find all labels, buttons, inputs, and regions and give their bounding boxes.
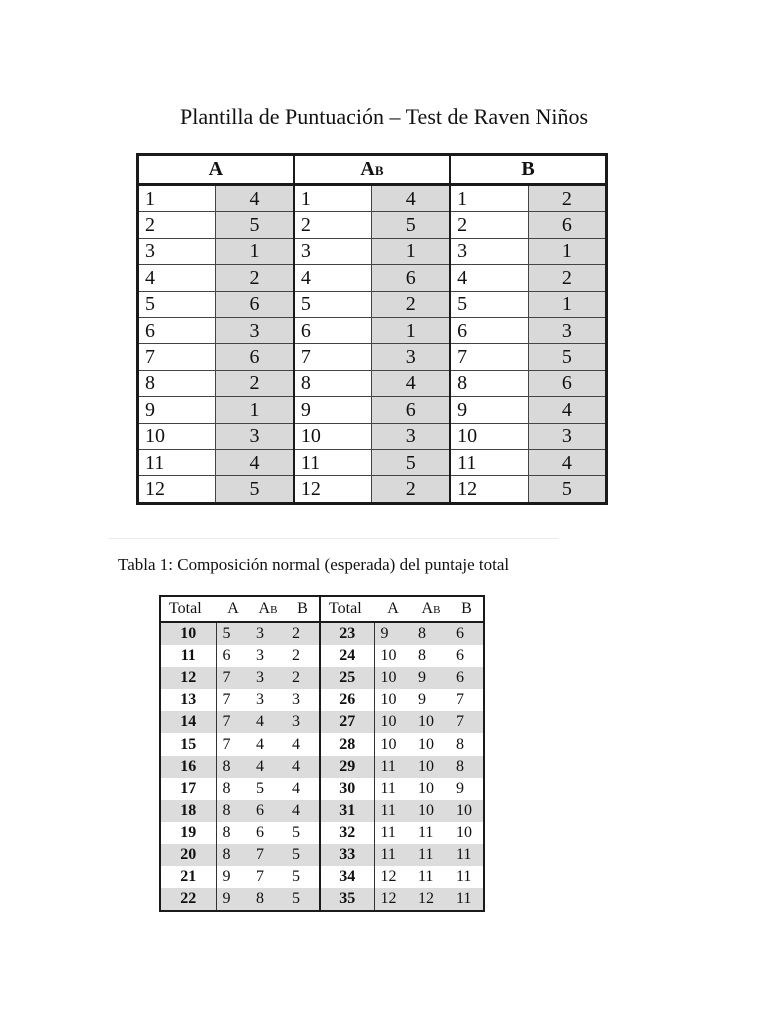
score-cell: 11 <box>456 868 472 886</box>
score-cell: 10 <box>456 823 472 841</box>
score-cell: 9 <box>216 888 250 911</box>
item-number-cell: 4 <box>138 265 216 291</box>
answer-cell: 1 <box>216 238 294 264</box>
answer-cell: 6 <box>216 344 294 370</box>
score-cell: 8 <box>216 756 250 778</box>
total-cell: 28 <box>320 733 374 755</box>
score-cell: 5 <box>286 844 320 866</box>
score-cell: 3 <box>256 647 264 665</box>
composition-row <box>160 711 484 733</box>
divider <box>108 538 558 539</box>
score-cell: 4 <box>286 778 320 800</box>
score-cell: 6 <box>456 647 464 665</box>
answer-cell: 6 <box>372 397 450 423</box>
composition-row <box>160 844 484 866</box>
score-cell: 2 <box>286 667 320 689</box>
score-cell: 7 <box>250 844 286 866</box>
total-cell: 26 <box>320 689 374 711</box>
score-cell: 11 <box>374 756 412 778</box>
score-cell: 10 <box>380 735 397 753</box>
key-row <box>138 397 607 423</box>
item-number-cell: 9 <box>450 397 528 423</box>
score-cell: 11 <box>380 779 396 797</box>
item-number-cell: 1 <box>450 185 528 212</box>
score-cell: 3 <box>250 622 286 645</box>
item-number-cell: 9 <box>294 397 372 423</box>
score-cell: 5 <box>286 888 320 911</box>
item-number-cell: 8 <box>450 370 528 396</box>
item-number-cell: 3 <box>450 238 528 264</box>
score-cell: 9 <box>456 779 464 797</box>
answer-cell: 3 <box>372 344 450 370</box>
answer-cell: 6 <box>372 265 450 291</box>
score-cell: 7 <box>256 868 264 886</box>
key-row <box>138 265 607 291</box>
item-number-cell: 9 <box>138 397 216 423</box>
score-cell: 6 <box>256 823 264 841</box>
score-cell: 7 <box>450 711 484 733</box>
total-cell: 30 <box>320 778 374 800</box>
total-cell: 33 <box>320 844 374 866</box>
item-number-cell: 8 <box>138 370 216 396</box>
score-cell: 6 <box>450 667 484 689</box>
total-cell: 35 <box>320 888 374 911</box>
item-number-cell: 4 <box>294 265 372 291</box>
score-cell: 6 <box>222 647 231 665</box>
answer-cell: 2 <box>216 370 294 396</box>
key-row <box>138 476 607 503</box>
score-cell: 8 <box>222 779 231 797</box>
composition-header-cell: A <box>374 596 412 622</box>
item-number-cell: 3 <box>138 238 216 264</box>
total-cell: 29 <box>320 756 374 778</box>
score-cell: 10 <box>380 647 397 665</box>
score-cell: 5 <box>216 622 250 645</box>
score-cell: 11 <box>380 823 396 841</box>
score-cell: 10 <box>374 711 412 733</box>
answer-cell: 1 <box>372 238 450 264</box>
total-cell: 18 <box>160 800 216 822</box>
answer-cell: 5 <box>216 212 294 238</box>
page-title: Plantilla de Puntuación – Test de Raven Niños <box>179 104 589 129</box>
score-cell: 4 <box>286 800 320 822</box>
score-cell: 8 <box>412 622 450 645</box>
composition-row <box>160 822 484 844</box>
score-cell: 8 <box>216 844 250 866</box>
answer-cell: 5 <box>528 344 606 370</box>
score-cell: 8 <box>418 647 426 665</box>
answer-cell: 3 <box>528 317 606 343</box>
score-cell: 8 <box>250 888 286 911</box>
total-cell: 24 <box>320 645 374 667</box>
key-row <box>138 291 607 317</box>
item-number-cell: 11 <box>294 449 372 475</box>
item-number-cell: 7 <box>138 344 216 370</box>
score-cell: 6 <box>250 800 286 822</box>
score-cell: 8 <box>216 800 250 822</box>
composition-header-cell: AB <box>250 596 286 622</box>
score-cell: 3 <box>250 667 286 689</box>
key-row <box>138 238 607 264</box>
score-cell: 11 <box>374 800 412 822</box>
composition-header-cell: A <box>216 596 250 622</box>
composition-row <box>160 667 484 689</box>
total-cell: 27 <box>320 711 374 733</box>
score-cell: 9 <box>222 868 231 886</box>
key-row <box>138 370 607 396</box>
key-row <box>138 449 607 475</box>
item-number-cell: 5 <box>138 291 216 317</box>
composition-row <box>160 888 484 911</box>
total-cell: 22 <box>160 888 216 911</box>
total-cell: 32 <box>320 822 374 844</box>
score-cell: 8 <box>456 735 464 753</box>
composition-header-cell: B <box>286 596 320 622</box>
score-cell: 11 <box>418 868 434 886</box>
composition-row <box>160 778 484 800</box>
score-cell: 10 <box>412 711 450 733</box>
score-cell: 12 <box>380 868 397 886</box>
score-cell: 8 <box>450 756 484 778</box>
score-cell: 5 <box>256 779 264 797</box>
score-cell: 7 <box>222 735 231 753</box>
total-cell: 15 <box>160 733 216 755</box>
answer-cell: 5 <box>528 476 606 503</box>
total-cell: 19 <box>160 822 216 844</box>
key-row <box>138 185 607 212</box>
item-number-cell: 12 <box>294 476 372 503</box>
item-number-cell: 7 <box>450 344 528 370</box>
score-cell: 12 <box>374 888 412 911</box>
score-cell: 10 <box>412 800 450 822</box>
total-cell: 12 <box>160 667 216 689</box>
item-number-cell: 5 <box>294 291 372 317</box>
score-cell: 11 <box>412 844 450 866</box>
answer-cell: 4 <box>216 185 294 212</box>
score-cell: 10 <box>418 735 434 753</box>
total-cell: 20 <box>160 844 216 866</box>
composition-header-cell: B <box>450 596 484 622</box>
score-cell: 7 <box>222 691 231 709</box>
score-cell: 5 <box>286 822 320 844</box>
composition-header-row <box>160 596 484 622</box>
score-cell: 12 <box>412 888 450 911</box>
section-header-a: A <box>138 155 294 185</box>
composition-row <box>160 645 484 667</box>
score-cell: 6 <box>450 622 484 645</box>
score-cell: 2 <box>286 645 320 667</box>
score-cell: 8 <box>222 823 231 841</box>
score-cell: 11 <box>450 844 484 866</box>
total-cell: 14 <box>160 711 216 733</box>
answer-cell: 4 <box>216 449 294 475</box>
answer-cell: 1 <box>372 317 450 343</box>
item-number-cell: 2 <box>294 212 372 238</box>
score-cell: 10 <box>374 667 412 689</box>
answer-cell: 5 <box>216 476 294 503</box>
item-number-cell: 1 <box>138 185 216 212</box>
item-number-cell: 3 <box>294 238 372 264</box>
item-number-cell: 10 <box>450 423 528 449</box>
score-cell: 10 <box>412 756 450 778</box>
score-cell: 3 <box>256 691 264 709</box>
answer-cell: 3 <box>216 423 294 449</box>
answer-cell: 1 <box>528 291 606 317</box>
item-number-cell: 6 <box>138 317 216 343</box>
score-cell: 11 <box>418 823 434 841</box>
total-cell: 13 <box>160 689 216 711</box>
composition-row <box>160 622 484 645</box>
answer-cell: 3 <box>216 317 294 343</box>
score-cell: 11 <box>450 888 484 911</box>
score-cell: 4 <box>286 756 320 778</box>
item-number-cell: 4 <box>450 265 528 291</box>
score-cell: 2 <box>286 622 320 645</box>
total-cell: 16 <box>160 756 216 778</box>
answer-cell: 1 <box>216 397 294 423</box>
item-number-cell: 11 <box>450 449 528 475</box>
composition-row <box>160 733 484 755</box>
item-number-cell: 12 <box>138 476 216 503</box>
composition-row <box>160 800 484 822</box>
composition-row <box>160 689 484 711</box>
score-cell: 7 <box>216 711 250 733</box>
answer-cell: 4 <box>528 397 606 423</box>
composition-header-cell: Total <box>160 596 216 622</box>
score-cell: 9 <box>412 667 450 689</box>
item-number-cell: 5 <box>450 291 528 317</box>
composition-row <box>160 756 484 778</box>
key-row <box>138 317 607 343</box>
answer-cell: 2 <box>528 265 606 291</box>
section-header-b: B <box>450 155 606 185</box>
score-cell: 5 <box>286 866 320 888</box>
answer-cell: 2 <box>528 185 606 212</box>
item-number-cell: 11 <box>138 449 216 475</box>
total-cell: 23 <box>320 622 374 645</box>
section-header-ab: AB <box>294 155 450 185</box>
answer-cell: 6 <box>528 212 606 238</box>
answer-cell: 6 <box>528 370 606 396</box>
answer-cell: 5 <box>372 449 450 475</box>
item-number-cell: 6 <box>294 317 372 343</box>
score-cell: 10 <box>418 779 434 797</box>
composition-header-cell: Total <box>320 596 374 622</box>
item-number-cell: 6 <box>450 317 528 343</box>
score-cell: 4 <box>256 735 264 753</box>
score-cell: 11 <box>374 844 412 866</box>
score-cell: 3 <box>286 689 320 711</box>
answer-cell: 5 <box>372 212 450 238</box>
score-cell: 7 <box>456 691 464 709</box>
answer-cell: 2 <box>216 265 294 291</box>
item-number-cell: 2 <box>450 212 528 238</box>
answer-cell: 2 <box>372 291 450 317</box>
answer-cell: 4 <box>372 185 450 212</box>
total-cell: 11 <box>160 645 216 667</box>
total-cell: 25 <box>320 667 374 689</box>
score-cell: 10 <box>380 691 397 709</box>
score-cell: 7 <box>216 667 250 689</box>
answer-cell: 2 <box>372 476 450 503</box>
answer-key-table <box>136 153 608 505</box>
item-number-cell: 12 <box>450 476 528 503</box>
total-cell: 10 <box>160 622 216 645</box>
table-caption: Tabla 1: Composición normal (esperada) del puntaje total <box>118 555 510 574</box>
composition-header-cell: AB <box>412 596 450 622</box>
key-header-row <box>138 155 607 185</box>
score-cell: 9 <box>374 622 412 645</box>
item-number-cell: 7 <box>294 344 372 370</box>
answer-cell: 1 <box>528 238 606 264</box>
answer-cell: 6 <box>216 291 294 317</box>
score-cell: 9 <box>418 691 426 709</box>
score-cell: 4 <box>286 733 320 755</box>
total-cell: 31 <box>320 800 374 822</box>
total-cell: 17 <box>160 778 216 800</box>
composition-table <box>159 595 485 912</box>
key-row <box>138 212 607 238</box>
item-number-cell: 1 <box>294 185 372 212</box>
key-row <box>138 423 607 449</box>
score-cell: 10 <box>450 800 484 822</box>
composition-row <box>160 866 484 888</box>
answer-cell: 3 <box>372 423 450 449</box>
answer-cell: 3 <box>528 423 606 449</box>
item-number-cell: 8 <box>294 370 372 396</box>
score-cell: 4 <box>250 756 286 778</box>
item-number-cell: 10 <box>138 423 216 449</box>
answer-cell: 4 <box>528 449 606 475</box>
item-number-cell: 10 <box>294 423 372 449</box>
item-number-cell: 2 <box>138 212 216 238</box>
total-cell: 21 <box>160 866 216 888</box>
key-row <box>138 344 607 370</box>
answer-cell: 4 <box>372 370 450 396</box>
score-cell: 3 <box>286 711 320 733</box>
score-cell: 4 <box>250 711 286 733</box>
total-cell: 34 <box>320 866 374 888</box>
